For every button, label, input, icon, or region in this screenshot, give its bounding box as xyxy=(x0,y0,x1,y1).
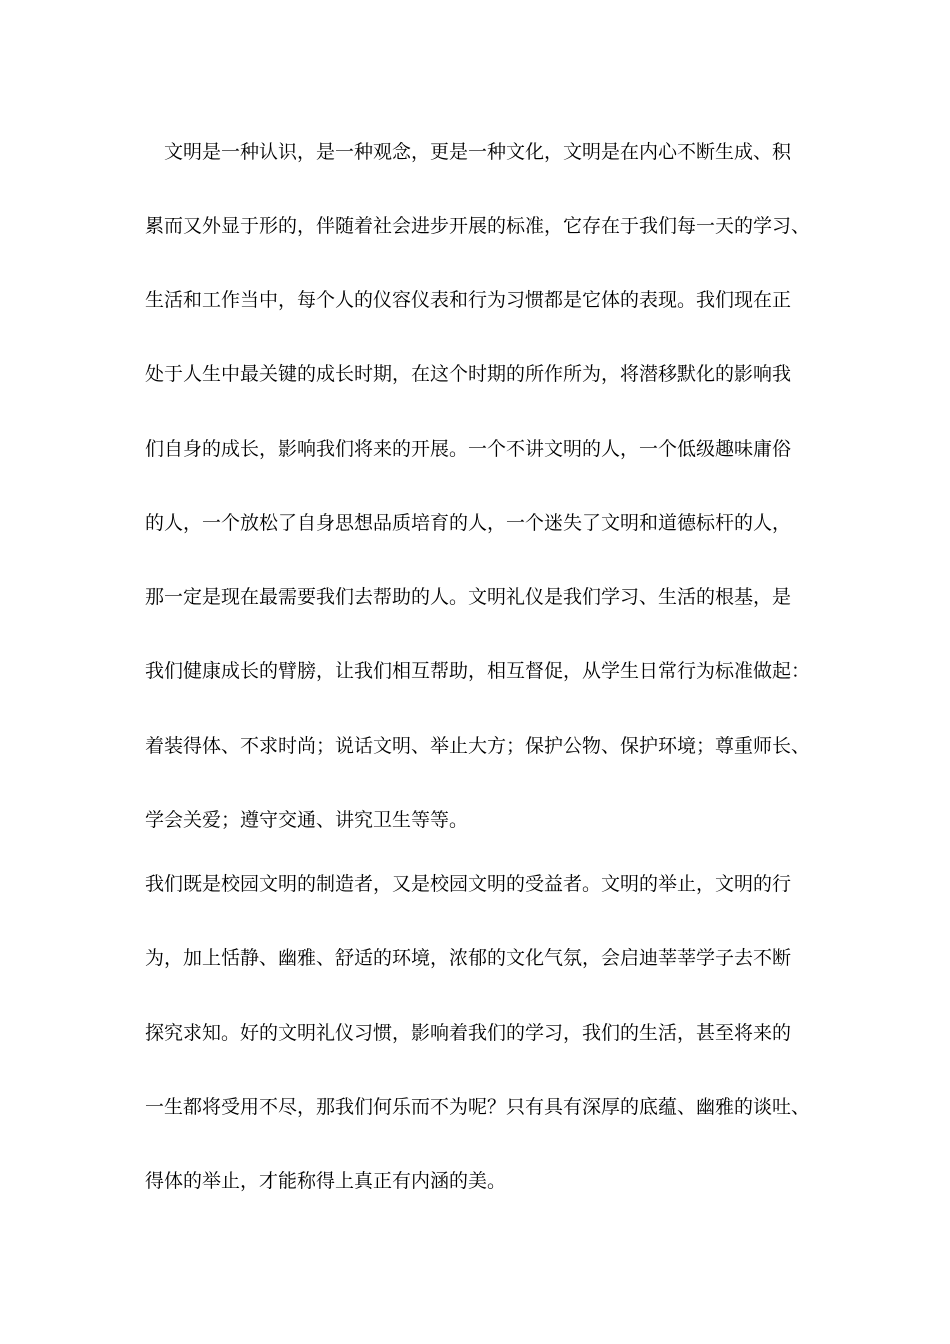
paragraph-line: 着装得体、不求时尚；说话文明、举止大方；保护公物、保护环境；尊重师长、 xyxy=(145,735,811,757)
paragraph-line: 为，加上恬静、幽雅、舒适的环境，浓郁的文化气氛，会启迪莘莘学子去不断 xyxy=(145,947,792,969)
paragraph-line: 处于人生中最关键的成长时期，在这个时期的所作所为，将潜移默化的影响我 xyxy=(145,363,792,385)
paragraph-line: 探究求知。好的文明礼仪习惯，影响着我们的学习，我们的生活，甚至将来的 xyxy=(145,1022,792,1044)
paragraph-line: 我们既是校园文明的制造者，又是校园文明的受益者。文明的举止，文明的行 xyxy=(145,873,792,895)
paragraph-line: 一生都将受用不尽，那我们何乐而不为呢？只有具有深厚的底蕴、幽雅的谈吐、 xyxy=(145,1096,811,1118)
paragraph-line: 们自身的成长，影响我们将来的开展。一个不讲文明的人，一个低级趣味庸俗 xyxy=(145,438,792,460)
paragraph-line: 生活和工作当中，每个人的仪容仪表和行为习惯都是它体的表现。我们现在正 xyxy=(145,289,792,311)
paragraph-line: 我们健康成长的臂膀，让我们相互帮助，相互督促，从学生日常行为标准做起： xyxy=(145,660,811,682)
paragraph-line: 学会关爱；遵守交通、讲究卫生等等。 xyxy=(145,809,469,831)
paragraph-line: 的人，一个放松了自身思想品质培育的人，一个迷失了文明和道德标杆的人， xyxy=(145,512,792,534)
paragraph-line: 得体的举止，才能称得上真正有内涵的美。 xyxy=(145,1170,507,1192)
paragraph-line: 文明是一种认识，是一种观念，更是一种文化，文明是在内心不断生成、积 xyxy=(145,141,792,163)
paragraph-line: 那一定是现在最需要我们去帮助的人。文明礼仪是我们学习、生活的根基，是 xyxy=(145,586,792,608)
paragraph-line: 累而又外显于形的，伴随着社会进步开展的标准，它存在于我们每一天的学习、 xyxy=(145,215,811,237)
